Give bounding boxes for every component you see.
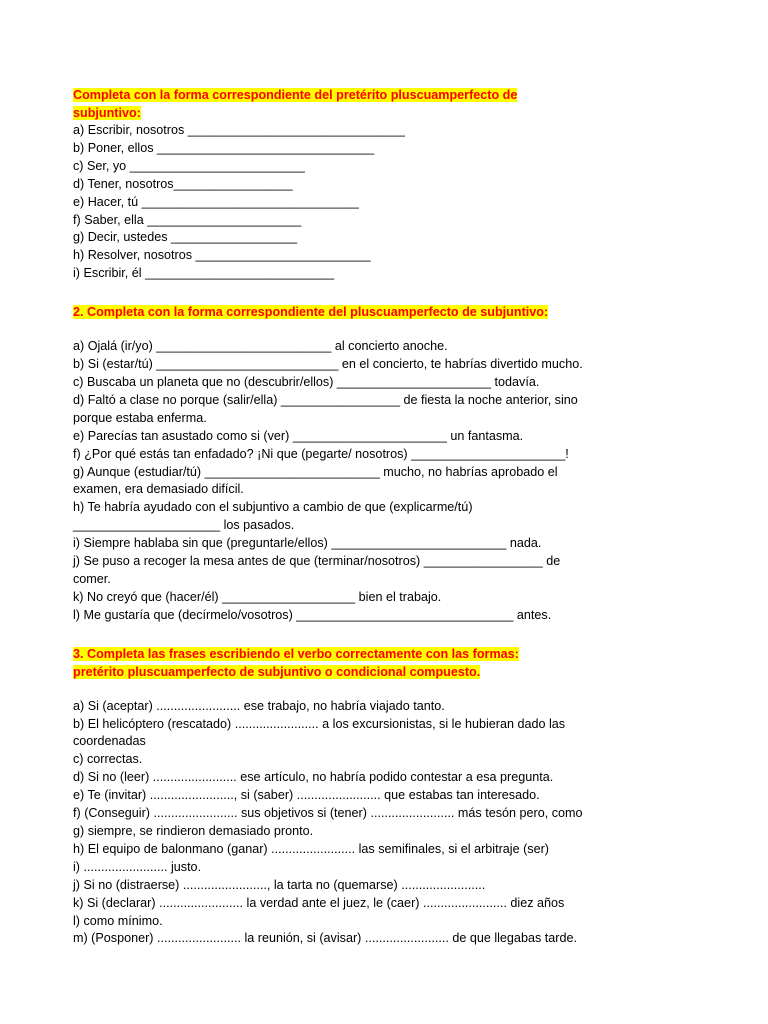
exercise-line: j) Se puso a recoger la mesa antes de que (terminar/nosotros) _________________ de	[73, 554, 561, 569]
exercise-line: a) Escribir, nosotros _______________________________	[73, 123, 405, 137]
exercise-line: c) Ser, yo _________________________	[73, 158, 305, 173]
exercise-line: c) Buscaba un planeta que no (descubrir/ellos) ______________________ todavía.	[73, 374, 540, 389]
exercise-line: l) como mínimo.	[73, 913, 163, 928]
exercise-line: b) Si (estar/tú) __________________________ en el concierto, te habrías divertido mucho.	[73, 357, 583, 372]
exercise-line: d) Si no (leer) ........................ ese artículo, no habría podido contestar a esa pregunta.	[73, 770, 554, 785]
exercise-line: d) Faltó a clase no porque (salir/ella) _________________ de fiesta la noche anterior, sino	[73, 392, 578, 407]
section-1-heading-line-1: Completa con la forma correspondiente del pretérito pluscuamperfecto de	[73, 88, 518, 102]
exercise-line: a) Si (aceptar) ........................ ese trabajo, no habría viajado tanto.	[73, 698, 445, 713]
section-3-heading-line-1: 3. Completa las frases escribiendo el verbo correctamente con las formas:	[73, 646, 519, 661]
exercise-line: f) Saber, ella ______________________	[73, 212, 302, 227]
exercise-line: l) Me gustaría que (decírmelo/vosotros) _______________________________ antes.	[73, 607, 552, 622]
exercise-line: g) Decir, ustedes __________________	[73, 230, 298, 245]
exercise-line: g) siempre, se rindieron demasiado pronto.	[73, 824, 314, 838]
section-2	[73, 303, 693, 625]
exercise-line: h) Te habría ayudado con el subjuntivo a cambio de que (explicarme/tú)	[73, 500, 473, 515]
exercise-line: c) correctas.	[73, 752, 143, 767]
exercise-line: h) Resolver, nosotros _________________________	[73, 248, 371, 263]
exercise-line: porque estaba enferma.	[73, 410, 207, 425]
exercise-line: i) Escribir, él ___________________________	[73, 266, 335, 281]
exercise-line: _____________________ los pasados.	[73, 518, 295, 533]
exercise-line: j) Si no (distraerse) ........................, la tarta no (quemarse) ........................	[73, 877, 486, 892]
exercise-line: b) El helicóptero (rescatado) ........................ a los excursionistas, si le hubieran dado las	[73, 716, 566, 731]
exercise-line: a) Ojalá (ir/yo) _________________________ al concierto anoche.	[73, 339, 448, 354]
exercise-line: f) ¿Por qué estás tan enfadado? ¡Ni que (pegarte/ nosotros) ______________________!	[73, 446, 569, 461]
exercise-line: b) Poner, ellos _______________________________	[73, 140, 375, 155]
exercise-line: comer.	[73, 571, 111, 586]
exercise-line: d) Tener, nosotros_________________	[73, 176, 293, 191]
section-1	[73, 86, 693, 283]
exercise-line: k) Si (declarar) ........................ la verdad ante el juez, le (caer) ........................ diez años	[73, 895, 565, 910]
exercise-line: h) El equipo de balonmano (ganar) ........................ las semifinales, si el arbitraje (ser)	[73, 841, 549, 856]
section-3-heading-line-2: pretérito pluscuamperfecto de subjuntivo o condicional compuesto.	[73, 664, 481, 679]
exercise-line: coordenadas	[73, 734, 146, 749]
exercise-line: f) (Conseguir) ........................ sus objetivos si (tener) ........................ más tesón pero, como	[73, 806, 583, 821]
exercise-line: examen, era demasiado difícil.	[73, 482, 244, 497]
exercise-line: k) No creyó que (hacer/él) ___________________ bien el trabajo.	[73, 589, 442, 604]
exercise-line: i) Siempre hablaba sin que (preguntarle/ellos) _________________________ nada.	[73, 536, 542, 551]
section-3	[73, 645, 693, 949]
section-1-heading-line-2: subjuntivo:	[73, 106, 141, 120]
exercise-line: e) Parecías tan asustado como si (ver) ______________________ un fantasma.	[73, 428, 524, 443]
worksheet	[73, 86, 693, 948]
exercise-line: e) Te (invitar) ........................, si (saber) ........................ que estabas tan interesado.	[73, 788, 540, 803]
exercise-line: i) ........................ justo.	[73, 859, 202, 874]
exercise-line: g) Aunque (estudiar/tú) _________________________ mucho, no habrías aprobado el	[73, 464, 558, 479]
exercise-line: m) (Posponer) ........................ la reunión, si (avisar) ........................ de que llegabas tarde.	[73, 931, 577, 946]
exercise-line: e) Hacer, tú _______________________________	[73, 194, 359, 209]
section-2-heading: 2. Completa con la forma correspondiente del pluscuamperfecto de subjuntivo:	[73, 305, 549, 320]
